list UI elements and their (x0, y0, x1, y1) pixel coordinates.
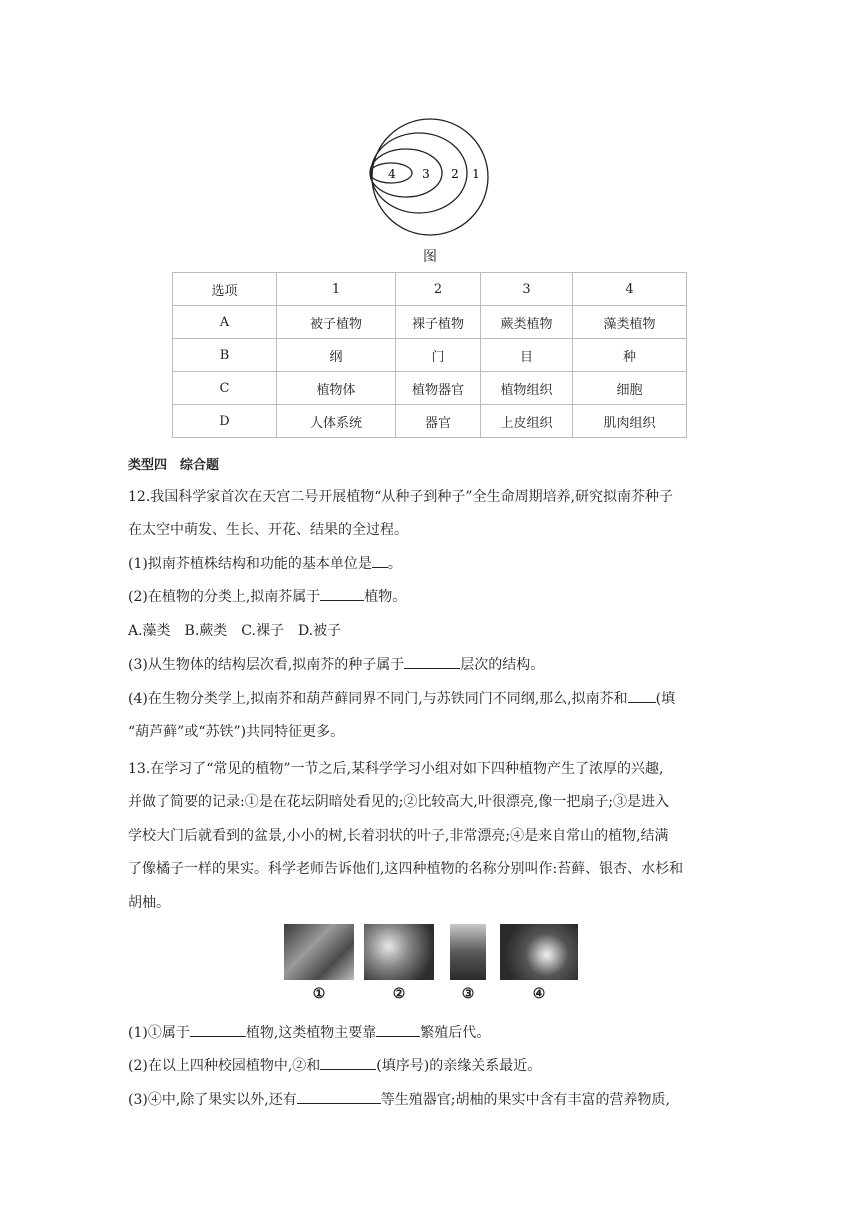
table-cell: 器官 (396, 405, 481, 438)
table-cell: 3 (481, 273, 573, 306)
answer-blank[interactable] (190, 1022, 246, 1037)
answer-blank[interactable] (404, 654, 460, 669)
q12-part-4-text: (4)在生物分类学上,拟南芥和葫芦藓同界不同门,与苏铁同门不同纲,那么,拟南芥和 (128, 691, 628, 707)
section-title: 类型四 综合题 (128, 458, 220, 473)
table-row (173, 339, 687, 372)
options-table (172, 272, 687, 438)
circle-3 (370, 149, 442, 197)
table-cell: 种 (573, 339, 687, 372)
circle-label-3: 3 (422, 167, 430, 181)
table-row (173, 405, 687, 438)
q13-stem-line-4: 了像橘子一样的果实。科学老师告诉他们,这四种植物的名称分别叫作:苔藓、银杏、水杉和 (128, 861, 684, 877)
table-row (173, 372, 687, 405)
q13-part-1-text: (1)①属于 (128, 1025, 190, 1041)
q13-part-1-mid: 植物,这类植物主要靠 (245, 1025, 377, 1041)
table-cell: 植物器官 (396, 372, 481, 405)
table-cell: 藻类植物 (573, 306, 687, 339)
answer-blank[interactable] (376, 1022, 420, 1037)
q13-part-3-text: (3)④中,除了果实以外,还有 (128, 1092, 297, 1108)
table-cell: 被子植物 (277, 306, 396, 339)
table-cell: 细胞 (573, 372, 687, 405)
table-cell: 门 (396, 339, 481, 372)
q12-part-4-mid: (填 (655, 691, 676, 707)
photo-label-1: ① (312, 986, 326, 1002)
q12-stem-line-1: 12.我国科学家首次在天宫二号开展植物“从种子到种子”全生命周期培养,研究拟南芥种子 (128, 489, 674, 505)
pomelo-photo (500, 924, 578, 980)
metasequoia-photo (450, 924, 486, 980)
answer-blank[interactable] (372, 553, 388, 568)
nested-circles-diagram (364, 117, 496, 249)
table-cell: 蕨类植物 (481, 306, 573, 339)
answer-blank[interactable] (320, 586, 364, 601)
q12-part-4 (128, 688, 675, 708)
photo-label-3: ③ (461, 986, 475, 1002)
table-cell: 上皮组织 (481, 405, 573, 438)
table-cell: 植物体 (277, 372, 396, 405)
q12-choices: A.藻类 B.蕨类 C.裸子 D.被子 (128, 623, 342, 639)
q13-part-2-text: (2)在以上四种校园植物中,②和 (128, 1058, 321, 1074)
photo-label-4: ④ (532, 986, 546, 1002)
q12-part-2-end: 植物。 (364, 589, 407, 605)
circle-label-4: 4 (388, 167, 396, 181)
table-cell: 人体系统 (277, 405, 396, 438)
q12-part-3-text: (3)从生物体的结构层次看,拟南芥的种子属于 (128, 657, 405, 673)
q12-part-2-text: (2)在植物的分类上,拟南芥属于 (128, 589, 321, 605)
table-cell: C (173, 372, 277, 405)
table-row (173, 306, 687, 339)
circle-label-1: 1 (472, 167, 480, 181)
q13-stem-line-5: 胡柚。 (128, 895, 170, 911)
q13-stem-line-1: 13.在学习了“常见的植物”一节之后,某科学学习小组对如下四种植物产生了浓厚的兴趣, (128, 761, 664, 777)
answer-blank[interactable] (320, 1055, 376, 1070)
moss-photo (284, 924, 354, 980)
q12-part-1-end: 。 (387, 556, 402, 572)
figure-caption: 图 (423, 249, 437, 265)
q13-part-1-end: 繁殖后代。 (420, 1025, 491, 1041)
q13-stem-line-2: 并做了简要的记录:①是在花坛阴暗处看见的;②比较高大,叶很漂亮,像一把扇子;③是进入 (128, 794, 670, 810)
q13-part-3 (128, 1089, 670, 1109)
circle-label-2: 2 (451, 167, 459, 181)
table-cell: 1 (277, 273, 396, 306)
table-cell: 目 (481, 339, 573, 372)
q12-part-3-end: 层次的结构。 (460, 657, 545, 673)
q13-part-1 (128, 1022, 490, 1042)
table-cell: 肌肉组织 (573, 405, 687, 438)
table-cell: 2 (396, 273, 481, 306)
q13-part-3-end: 等生殖器官;胡柚的果实中含有丰富的营养物质, (380, 1092, 670, 1108)
answer-blank[interactable] (297, 1089, 381, 1104)
q12-part-1-text: (1)拟南芥植株结构和功能的基本单位是 (128, 556, 372, 572)
photo-label-2: ② (392, 986, 406, 1002)
table-cell: A (173, 306, 277, 339)
table-cell: 4 (573, 273, 687, 306)
q13-part-2-end: (填序号)的亲缘关系最近。 (376, 1058, 542, 1074)
q12-stem-line-2: 在太空中萌发、生长、开花、结果的全过程。 (128, 522, 408, 538)
table-cell: 纲 (277, 339, 396, 372)
table-cell: 裸子植物 (396, 306, 481, 339)
q12-part-3 (128, 654, 544, 674)
q13-part-2 (128, 1055, 541, 1075)
q12-part-4-line-2: “葫芦藓”或“苏铁”)共同特征更多。 (128, 724, 345, 740)
answer-blank[interactable] (628, 688, 656, 703)
table-cell: D (173, 405, 277, 438)
q12-part-2 (128, 586, 406, 606)
ginkgo-photo (364, 924, 434, 980)
q12-part-1 (128, 553, 402, 573)
q13-stem-line-3: 学校大门后就看到的盆景,小小的树,长着羽状的叶子,非常漂亮;④是来自常山的植物,结满 (128, 828, 669, 844)
table-cell: 选项 (173, 273, 277, 306)
table-header-row (173, 273, 687, 306)
table-cell: 植物组织 (481, 372, 573, 405)
table-cell: B (173, 339, 277, 372)
